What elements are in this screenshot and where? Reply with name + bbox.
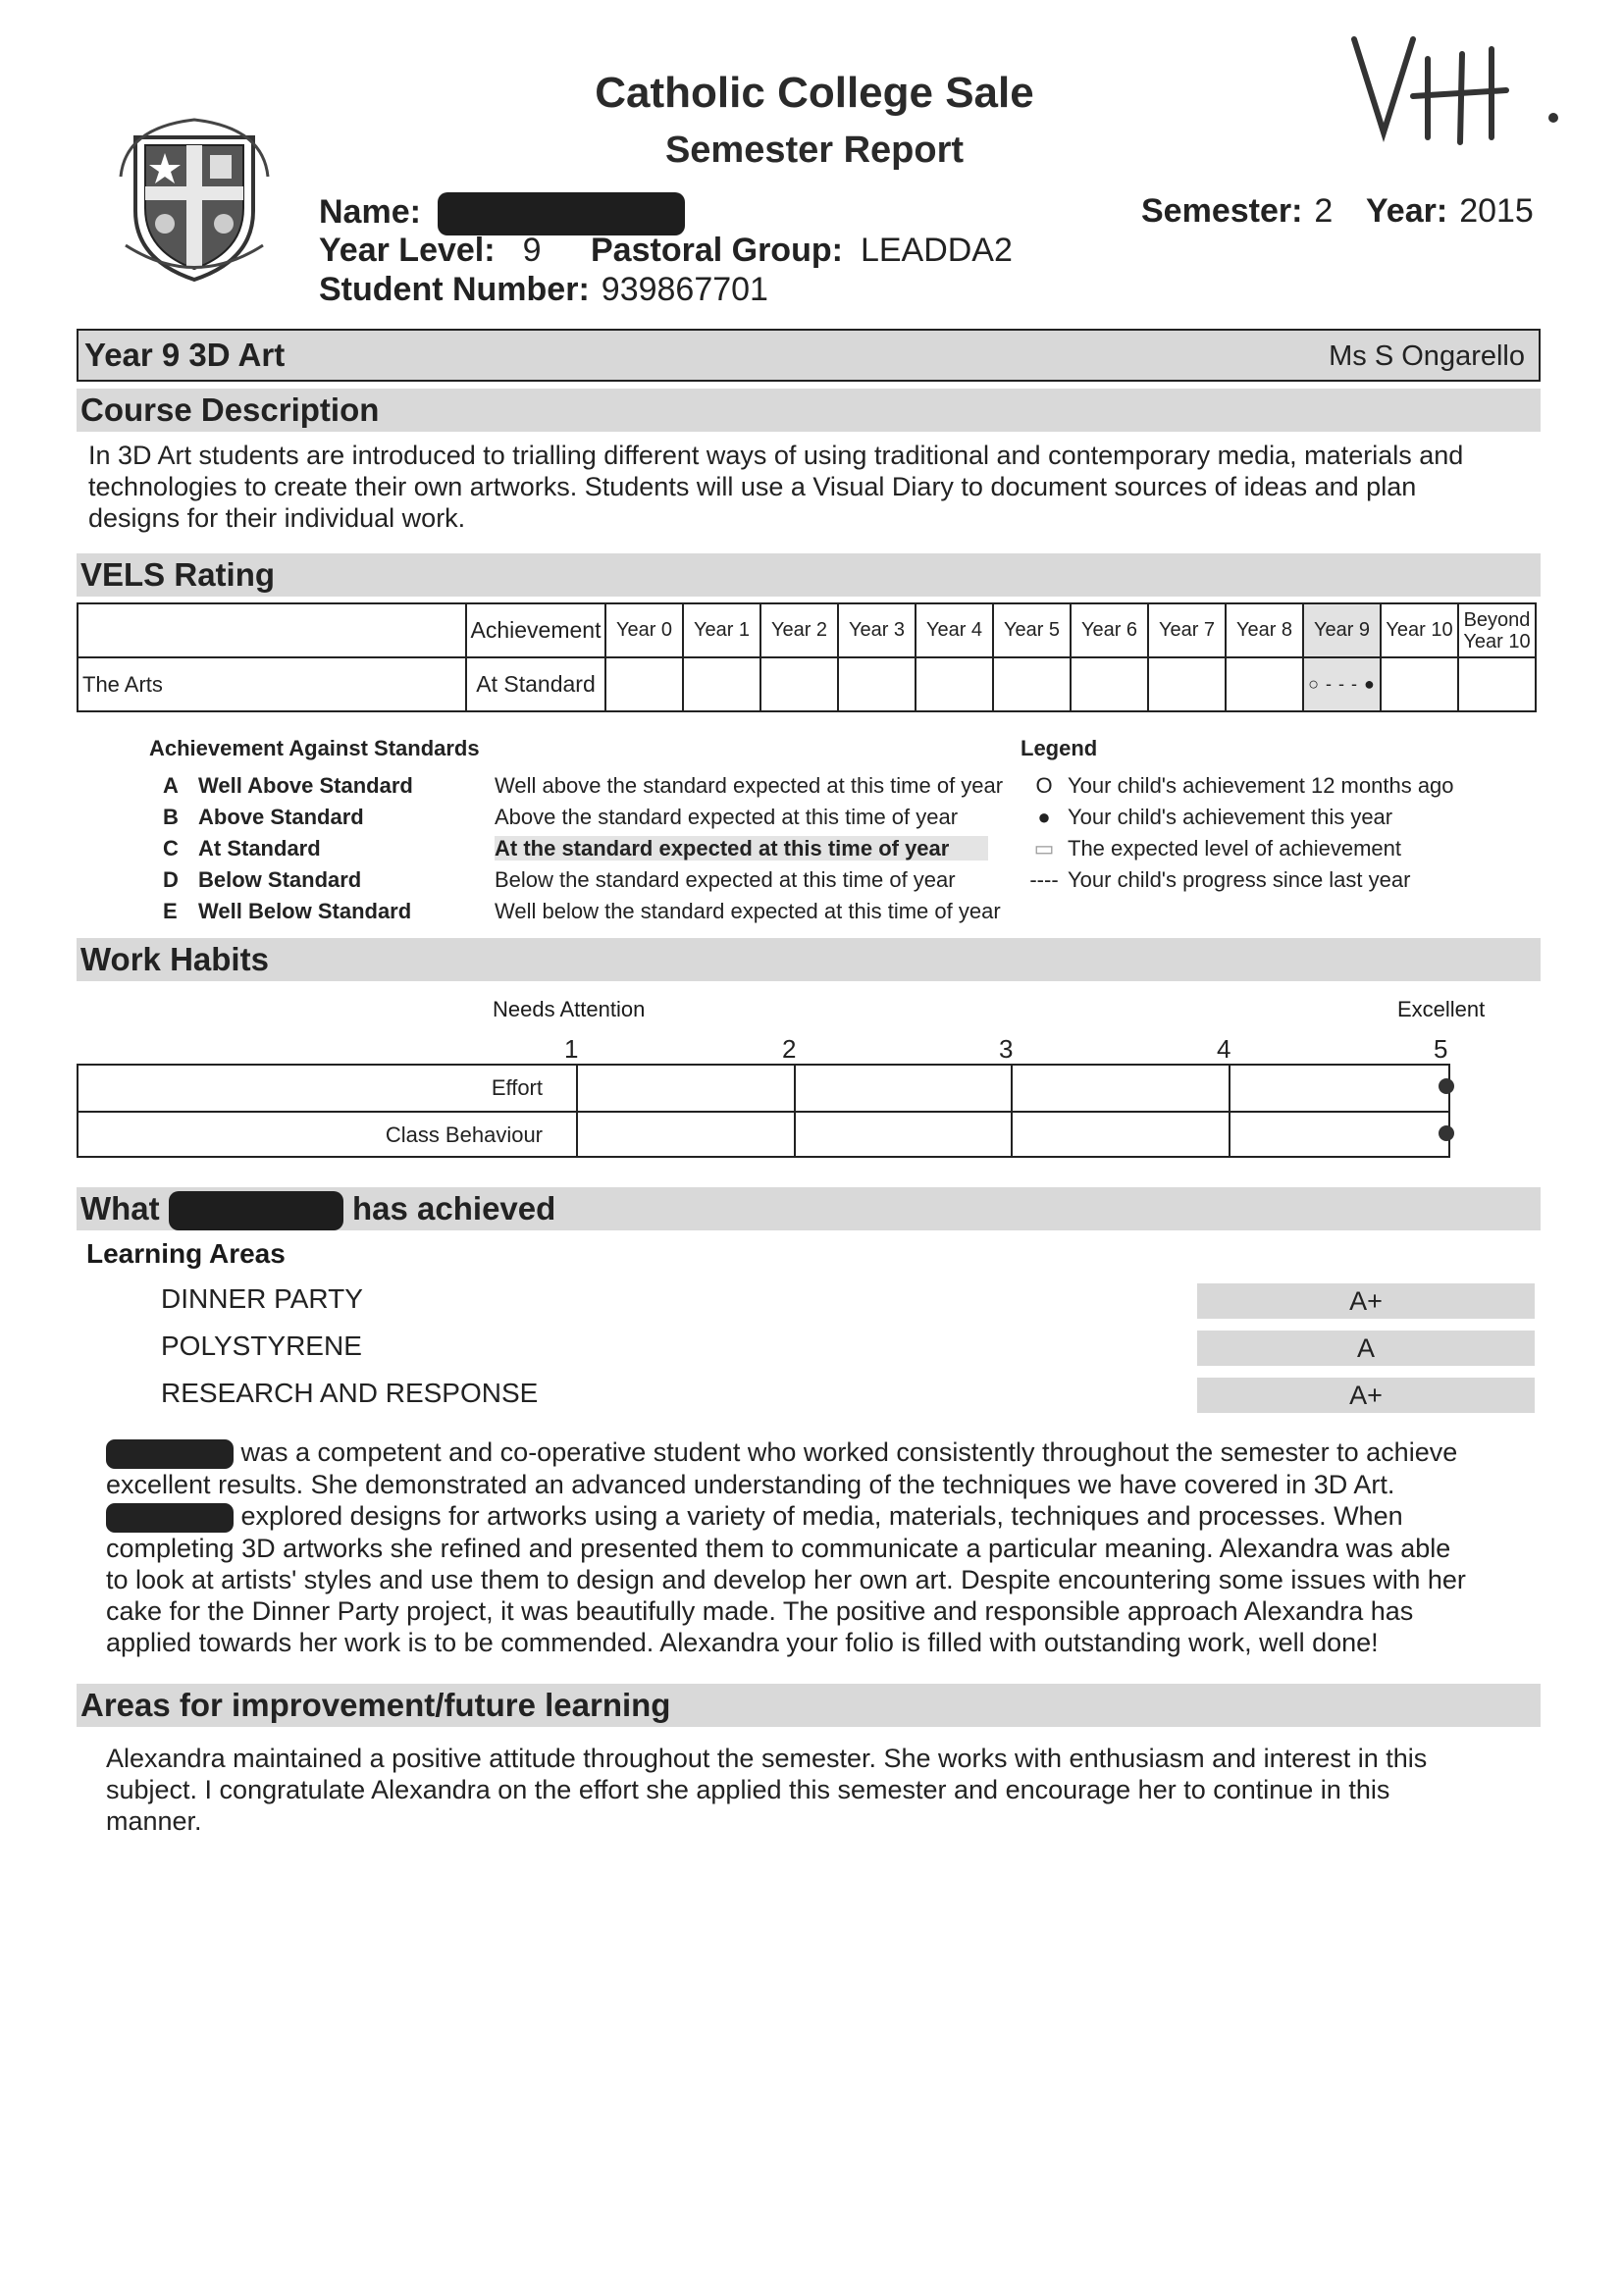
vels-table <box>77 602 1537 712</box>
vels-col-year3: Year 3 <box>838 603 916 657</box>
year-value: 2015 <box>1459 192 1534 230</box>
vels-col-year0: Year 0 <box>605 603 683 657</box>
standard-letter: B <box>163 805 179 829</box>
learning-area-name: RESEARCH AND RESPONSE <box>161 1378 539 1408</box>
standards-list <box>163 773 1003 930</box>
legend-text: Your child's achievement 12 months ago <box>1068 773 1454 798</box>
year-level-value: 9 <box>522 232 542 269</box>
vels-col-year6: Year 6 <box>1071 603 1148 657</box>
achieved-heading-rest: has achieved <box>352 1190 556 1226</box>
pastoral-group-field <box>591 232 1013 270</box>
class-behaviour-row <box>79 1113 576 1158</box>
comment-line: cake for the Dinner Party project, it was beautifully made. The positive and responsible approach Alexandra has <box>106 1595 1414 1626</box>
comment-line: was a competent and co-operative student who worked consistently throughout the semester to achieve <box>106 1436 1539 1469</box>
effort-rating-marker <box>1439 1078 1454 1094</box>
year-level-label: Year Level: <box>319 232 496 269</box>
learning-area-grade: A <box>1197 1331 1535 1366</box>
work-habits-heading: Work Habits <box>77 938 1541 981</box>
student-number-value: 939867701 <box>601 271 768 308</box>
vels-col-year5: Year 5 <box>993 603 1071 657</box>
learning-area-grade: A+ <box>1197 1378 1535 1413</box>
subject-name: Year 9 3D Art <box>84 337 286 373</box>
vels-blank-cell <box>78 603 466 657</box>
dashed-line-icon: ---- <box>1029 867 1059 892</box>
vels-col-year8: Year 8 <box>1226 603 1303 657</box>
standard-row-b <box>163 805 1003 836</box>
comment-line: excellent results. She demonstrated an advanced understanding of the techniques we have covered in 3D Art. <box>106 1469 1395 1499</box>
name-label: Name: <box>319 192 421 231</box>
scale-3: 3 <box>999 1034 1014 1064</box>
vels-achievement: At Standard <box>466 657 605 711</box>
legend-item <box>1021 805 1454 836</box>
standard-desc: Below the standard expected at this time of year <box>495 867 956 892</box>
hollow-circle-icon: O <box>1035 773 1053 798</box>
student-number-label: Student Number: <box>319 271 590 308</box>
course-description-text <box>88 440 1541 534</box>
semester-field <box>1141 192 1333 231</box>
legend-item <box>1021 773 1454 805</box>
effort-row <box>79 1066 576 1111</box>
work-habits-grid <box>77 1064 1450 1158</box>
year-level-field <box>319 232 541 270</box>
comment-line: to look at artists' styles and use them to design and develop her own art. Despite encountering some issues with her <box>106 1564 1466 1594</box>
student-number-field <box>319 271 768 309</box>
standard-letter: D <box>163 867 179 892</box>
standard-row-e <box>163 899 1003 930</box>
standard-letter: C <box>163 836 179 861</box>
course-description-heading: Course Description <box>77 389 1541 432</box>
vels-col-achievement: Achievement <box>466 603 605 657</box>
course-line: technologies to create their own artworks. Students will use a Visual Diary to document sources of ideas and plan <box>88 472 1417 501</box>
legend-title: Legend <box>1021 736 1098 760</box>
achieved-heading-what: What <box>80 1190 160 1226</box>
vels-col-year9: Year 9 <box>1303 603 1381 657</box>
legend-text: The expected level of achievement <box>1068 836 1401 861</box>
scale-4: 4 <box>1217 1034 1231 1064</box>
comment-line: applied towards her work is to be commended. Alexandra your folio is filled with outstanding work, well done! <box>106 1627 1379 1657</box>
standard-row-d <box>163 867 1003 899</box>
vels-subject: The Arts <box>78 657 466 711</box>
improvement-line: Alexandra maintained a positive attitude throughout the semester. She works with enthusiasm and interest in this <box>106 1744 1428 1773</box>
course-line: In 3D Art students are introduced to trialling different ways of using traditional and contemporary media, materials and <box>88 441 1464 470</box>
vels-col-beyond: Beyond Year 10 <box>1458 603 1536 657</box>
teacher-name: Ms S Ongarello <box>1329 340 1525 372</box>
scale-1: 1 <box>564 1034 579 1064</box>
scale-5: 5 <box>1434 1034 1448 1064</box>
standard-row-c <box>163 836 1003 867</box>
standard-letter: E <box>163 899 178 923</box>
comment-line: completing 3D artworks she refined and presented them to communicate a particular meaning. Alexandra was able <box>106 1533 1451 1563</box>
legend-item <box>1021 836 1454 867</box>
vels-col-year2: Year 2 <box>760 603 838 657</box>
achieved-heading <box>77 1187 1541 1230</box>
excellent-label: Excellent <box>1397 997 1486 1021</box>
pastoral-group-value: LEADDA2 <box>860 232 1013 269</box>
semester-value: 2 <box>1314 192 1334 230</box>
standard-desc: Well above the standard expected at this time of year <box>495 773 1004 798</box>
effort-label: Effort <box>491 1075 543 1100</box>
learning-area-name: POLYSTYRENE <box>161 1331 362 1361</box>
comment-line: explored designs for artworks using a variety of media, materials, techniques and processes. When <box>106 1500 1539 1533</box>
filled-circle-icon: ● <box>1037 805 1051 829</box>
vels-header-row <box>78 603 1536 657</box>
semester-label: Semester: <box>1141 192 1303 230</box>
class-behaviour-label: Class Behaviour <box>385 1122 543 1147</box>
scale-2: 2 <box>782 1034 797 1064</box>
standard-name: Below Standard <box>198 867 362 892</box>
standard-name: Well Above Standard <box>198 773 413 798</box>
learning-area-grade: A+ <box>1197 1283 1535 1319</box>
name-redaction <box>106 1439 234 1469</box>
vels-col-year10: Year 10 <box>1381 603 1458 657</box>
name-redaction <box>106 1503 234 1533</box>
learning-areas-label: Learning Areas <box>86 1238 286 1269</box>
vels-progress-marker: ○ - - - ● <box>1303 657 1381 711</box>
needs-attention-label: Needs Attention <box>493 997 646 1021</box>
standard-name: Well Below Standard <box>198 899 412 923</box>
legend-item <box>1021 867 1454 899</box>
subject-bar <box>77 329 1541 382</box>
name-redaction <box>438 192 685 235</box>
standard-desc: Above the standard expected at this time of year <box>495 805 959 829</box>
report-title: Semester Report <box>664 130 965 171</box>
teacher-comment <box>106 1436 1539 1658</box>
vels-heading: VELS Rating <box>77 553 1541 597</box>
year-label: Year: <box>1366 192 1448 230</box>
name-field <box>319 192 685 235</box>
improvement-line: subject. I congratulate Alexandra on the effort she applied this semester and encourage her to continue in this <box>106 1775 1390 1804</box>
standard-desc-highlighted: At the standard expected at this time of year <box>495 836 988 861</box>
standards-title: Achievement Against Standards <box>149 736 480 760</box>
improvement-line: manner. <box>106 1806 202 1836</box>
pastoral-group-label: Pastoral Group: <box>591 232 843 269</box>
school-name: Catholic College Sale <box>595 69 1034 117</box>
legend-text: Your child's achievement this year <box>1068 805 1393 829</box>
standard-desc: Well below the standard expected at this time of year <box>495 899 1001 923</box>
vels-col-year4: Year 4 <box>916 603 993 657</box>
learning-area-name: DINNER PARTY <box>161 1283 363 1314</box>
improvement-heading: Areas for improvement/future learning <box>77 1684 1541 1727</box>
vels-col-year7: Year 7 <box>1148 603 1226 657</box>
course-line: designs for their individual work. <box>88 503 466 533</box>
legend-text: Your child's progress since last year <box>1068 867 1411 892</box>
vels-data-row <box>78 657 1536 711</box>
behaviour-rating-marker <box>1439 1125 1454 1141</box>
improvement-text <box>106 1743 1539 1837</box>
student-name-redaction <box>169 1191 343 1230</box>
standard-name: Above Standard <box>198 805 364 829</box>
vels-col-year1: Year 1 <box>683 603 760 657</box>
shaded-box-icon: ▭ <box>1033 836 1055 861</box>
year-field <box>1366 192 1534 231</box>
handwritten-initials <box>1344 29 1580 147</box>
college-crest-logo <box>116 118 273 285</box>
standard-row-a <box>163 773 1003 805</box>
legend-list <box>1021 773 1454 899</box>
standard-letter: A <box>163 773 179 798</box>
standard-name: At Standard <box>198 836 321 861</box>
